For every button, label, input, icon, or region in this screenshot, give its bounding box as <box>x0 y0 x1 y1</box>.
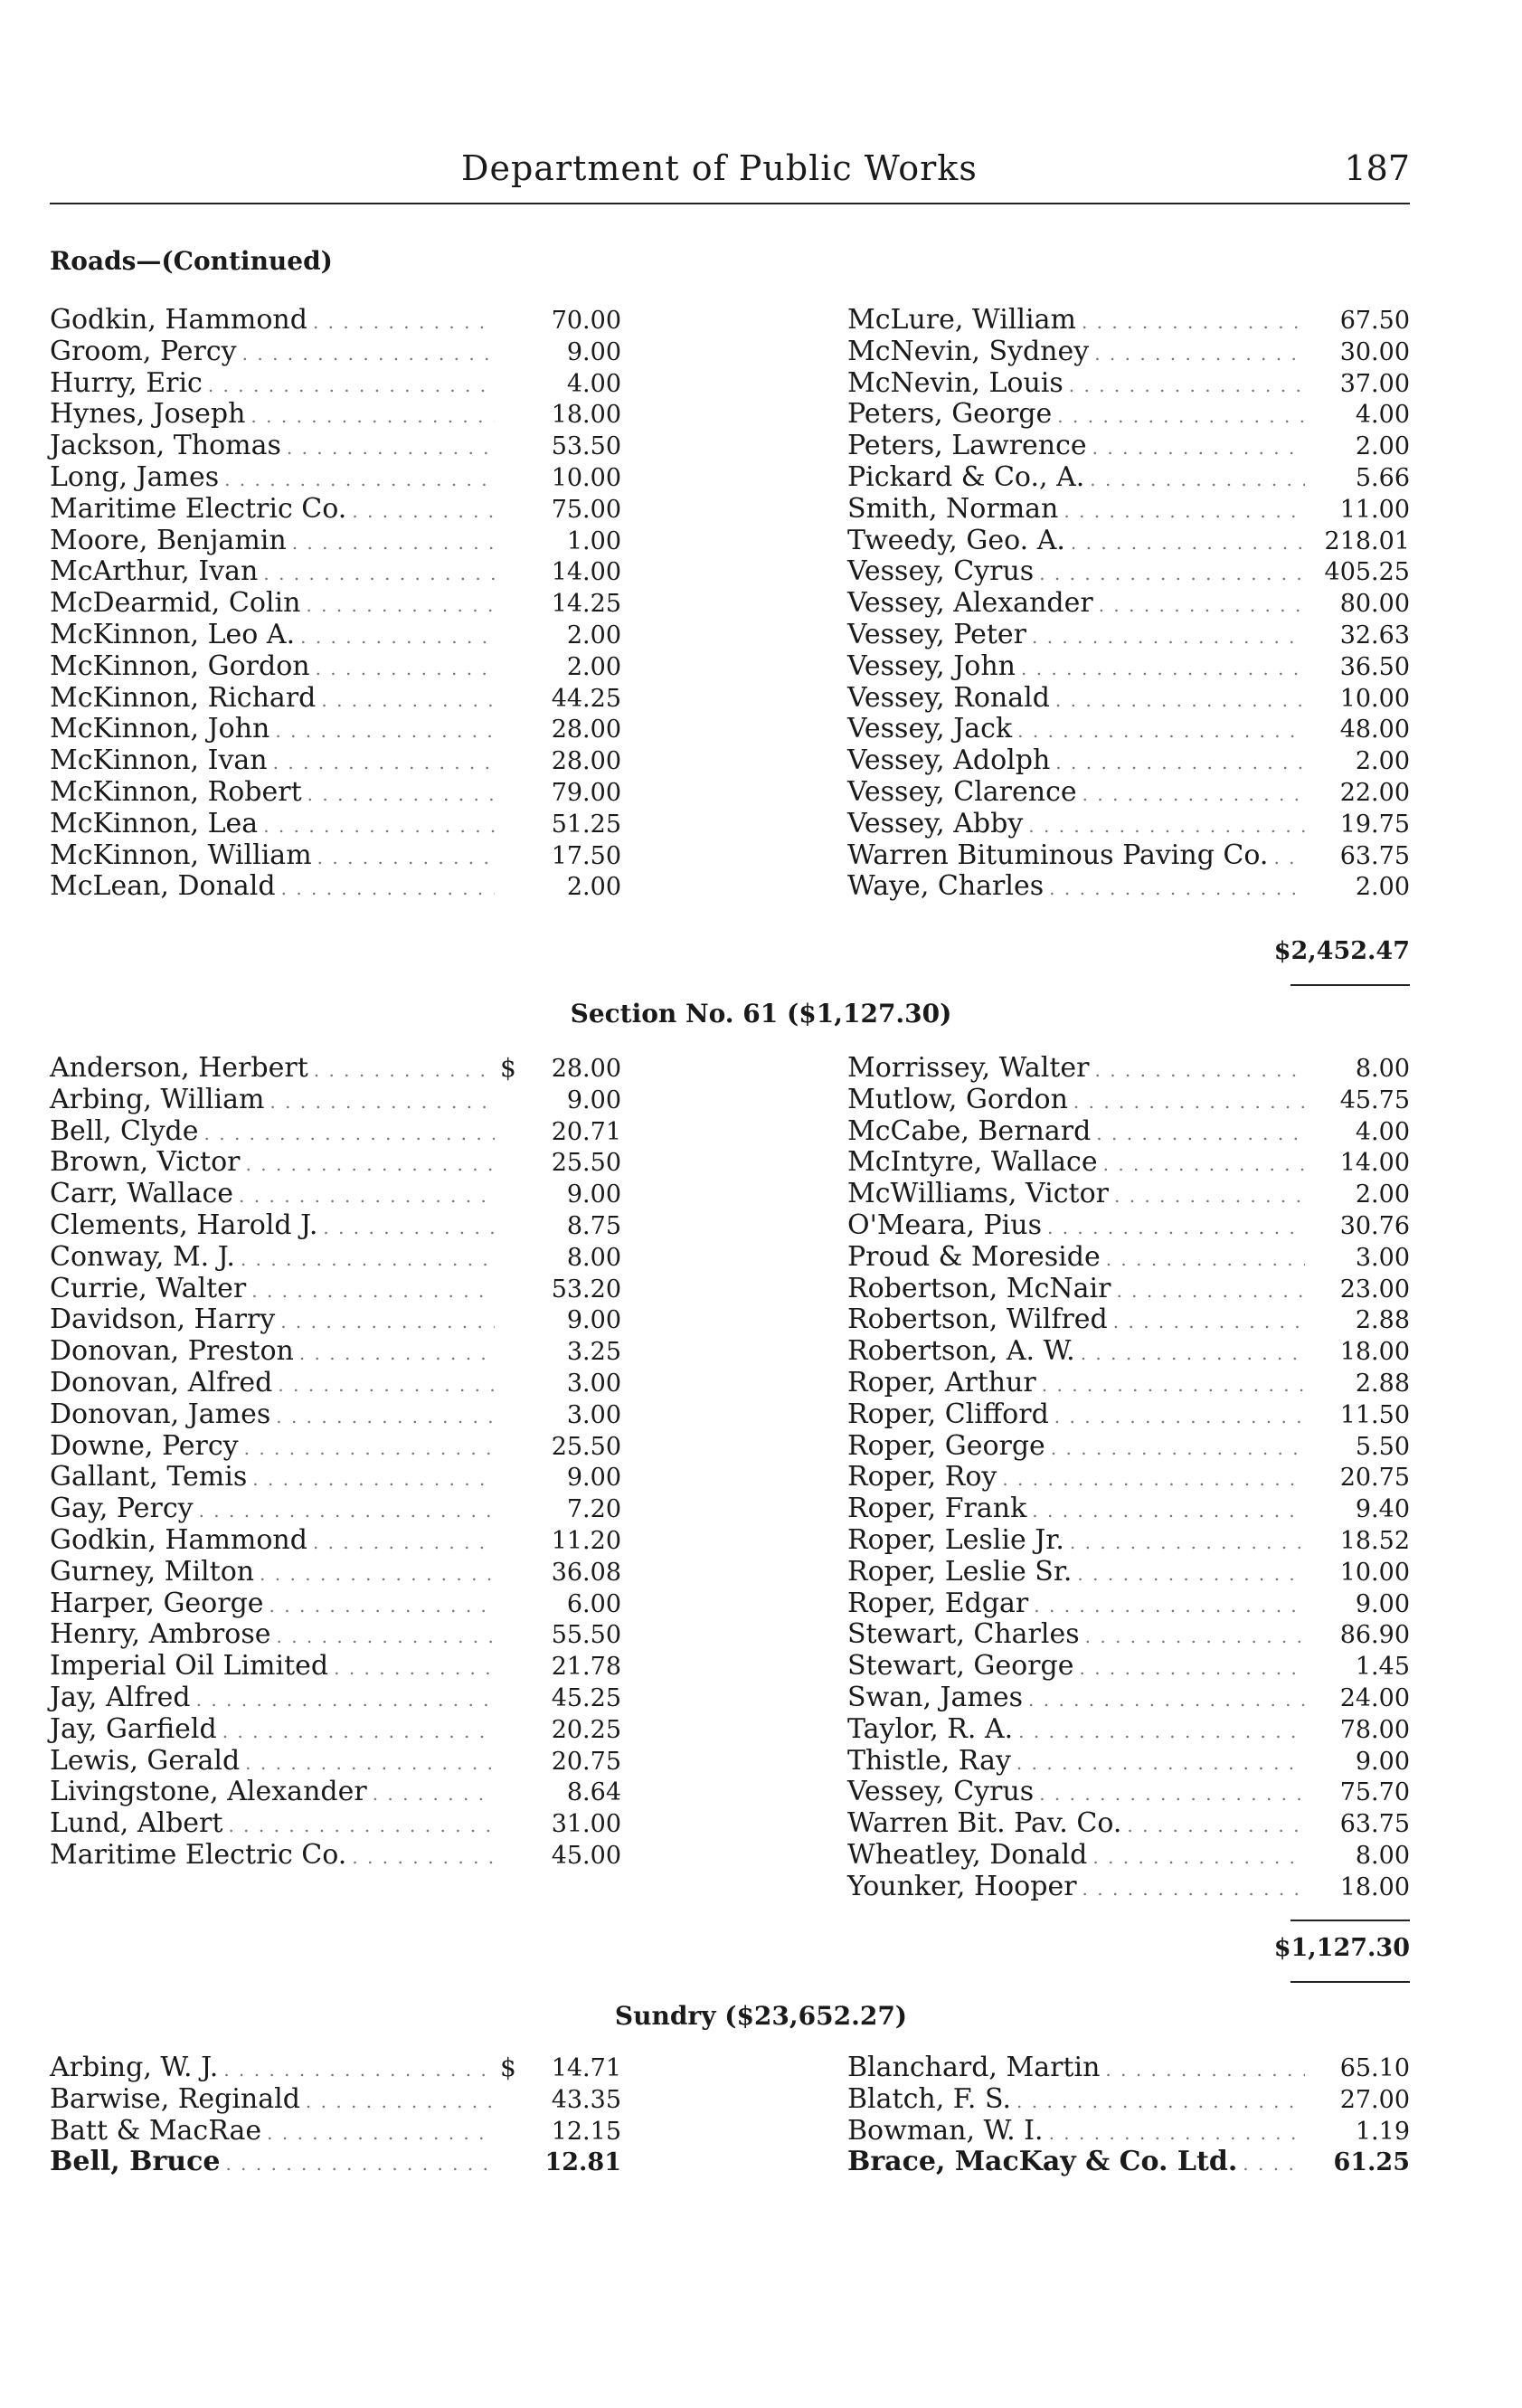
list-item: McKinnon, Gordon . . . 2.00 <box>50 650 621 682</box>
roads-heading: Roads—(Continued) <box>50 246 333 276</box>
section61-total-rule <box>1290 1981 1410 1983</box>
list-item: Robertson, Wilfred . . . 2.88 <box>847 1304 1410 1335</box>
sundry-right-list <box>847 2052 1410 2177</box>
list-item: Maritime Electric Co. . . . 75.00 <box>50 493 621 525</box>
list-item: Donovan, Preston . . . 3.25 <box>50 1335 621 1367</box>
list-item: Hurry, Eric . . . 4.00 <box>50 367 621 399</box>
list-item: Bowman, W. I. . . . 1.19 <box>847 2115 1410 2147</box>
list-item: Conway, M. J. . . . 8.00 <box>50 1241 621 1273</box>
list-item: Proud & Moreside . . . 3.00 <box>847 1241 1410 1273</box>
section61-total: $1,127.30 <box>1273 1934 1410 1962</box>
sundry-heading: Sundry ($23,652.27) <box>614 2001 908 2031</box>
list-item: Vessey, Jack . . . 48.00 <box>847 713 1410 744</box>
list-item: Vessey, Clarence . . . 22.00 <box>847 776 1410 808</box>
roads-total: $2,452.47 <box>1273 937 1410 965</box>
list-item: McIntyre, Wallace . . . 14.00 <box>847 1146 1410 1178</box>
roads-left-list <box>50 304 621 902</box>
list-item: McKinnon, Ivan . . . 28.00 <box>50 744 621 776</box>
list-item: Stewart, George . . . 1.45 <box>847 1650 1410 1682</box>
section61-right-list <box>847 1052 1410 1902</box>
list-item: McDearmid, Colin . . . 14.25 <box>50 587 621 619</box>
list-item: Anderson, Herbert . . . $ 28.00 <box>50 1052 621 1084</box>
list-item: Hynes, Joseph . . . 18.00 <box>50 398 621 430</box>
list-item: Wheatley, Donald . . . 8.00 <box>847 1839 1410 1871</box>
list-item: Batt & MacRae . . . 12.15 <box>50 2115 621 2147</box>
list-item: McNevin, Louis . . . 37.00 <box>847 367 1410 399</box>
list-item: Taylor, R. A. . . . 78.00 <box>847 1713 1410 1745</box>
header-rule <box>50 203 1410 204</box>
list-item: Vessey, Adolph . . . 2.00 <box>847 744 1410 776</box>
list-item: Donovan, James . . . 3.00 <box>50 1398 621 1430</box>
list-item: McLure, William . . . 67.50 <box>847 304 1410 336</box>
list-item: Stewart, Charles . . . 86.90 <box>847 1618 1410 1650</box>
list-item: Vessey, Ronald . . . 10.00 <box>847 682 1410 714</box>
list-item: Younker, Hooper . . . 18.00 <box>847 1871 1410 1902</box>
list-item: McKinnon, Robert . . . 79.00 <box>50 776 621 808</box>
list-item: Godkin, Hammond . . . 11.20 <box>50 1524 621 1556</box>
list-item: Davidson, Harry . . . 9.00 <box>50 1304 621 1335</box>
list-item: McCabe, Bernard . . . 4.00 <box>847 1115 1410 1147</box>
list-item: Downe, Percy . . . 25.50 <box>50 1430 621 1462</box>
list-item: Lund, Albert . . . 31.00 <box>50 1807 621 1839</box>
list-item: Roper, Leslie Jr. . . . 18.52 <box>847 1524 1410 1556</box>
page-title: Department of Public Works <box>461 148 978 188</box>
list-item: Jay, Alfred . . . 45.25 <box>50 1682 621 1713</box>
section61-left-list <box>50 1052 621 1871</box>
roads-right-list <box>847 304 1410 902</box>
list-item: Robertson, A. W. . . . 18.00 <box>847 1335 1410 1367</box>
list-item: Mutlow, Gordon . . . 45.75 <box>847 1084 1410 1115</box>
sundry-left-list <box>50 2052 621 2177</box>
section61-heading: Section No. 61 ($1,127.30) <box>570 999 952 1029</box>
list-item: Vessey, John . . . 36.50 <box>847 650 1410 682</box>
list-item: Vessey, Cyrus . . . 405.25 <box>847 555 1410 587</box>
list-item: Peters, Lawrence . . . 2.00 <box>847 430 1410 461</box>
list-item: Harper, George . . . 6.00 <box>50 1588 621 1619</box>
list-item: Roper, Leslie Sr. . . . 10.00 <box>847 1556 1410 1588</box>
page-number: 187 <box>1344 148 1410 188</box>
list-item: Roper, Roy . . . 20.75 <box>847 1461 1410 1493</box>
list-item: Thistle, Ray . . . 9.00 <box>847 1745 1410 1777</box>
list-item: Roper, George . . . 5.50 <box>847 1430 1410 1462</box>
list-item: Moore, Benjamin . . . 1.00 <box>50 525 621 556</box>
list-item: McKinnon, Lea . . . 51.25 <box>50 808 621 839</box>
list-item: Barwise, Reginald . . . 43.35 <box>50 2083 621 2115</box>
list-item: Roper, Frank . . . 9.40 <box>847 1493 1410 1524</box>
list-item: Robertson, McNair . . . 23.00 <box>847 1273 1410 1304</box>
list-item: Smith, Norman . . . 11.00 <box>847 493 1410 525</box>
list-item: Long, James . . . 10.00 <box>50 461 621 493</box>
list-item: McNevin, Sydney . . . 30.00 <box>847 336 1410 367</box>
list-item: Tweedy, Geo. A. . . . 218.01 <box>847 525 1410 556</box>
list-item: Gay, Percy . . . 7.20 <box>50 1493 621 1524</box>
list-item: Peters, George . . . 4.00 <box>847 398 1410 430</box>
list-item: McKinnon, Richard . . . 44.25 <box>50 682 621 714</box>
list-item: Arbing, William . . . 9.00 <box>50 1084 621 1115</box>
list-item: Maritime Electric Co. . . . 45.00 <box>50 1839 621 1871</box>
list-item: Bell, Bruce . . . 12.81 <box>50 2146 621 2177</box>
list-item: Morrissey, Walter . . . 8.00 <box>847 1052 1410 1084</box>
list-item: Brown, Victor . . . 25.50 <box>50 1146 621 1178</box>
list-item: Jackson, Thomas . . . 53.50 <box>50 430 621 461</box>
list-item: McKinnon, Leo A. . . . 2.00 <box>50 619 621 650</box>
list-item: Pickard & Co., A. . . . 5.66 <box>847 461 1410 493</box>
page-header <box>50 145 1410 201</box>
list-item: Gurney, Milton . . . 36.08 <box>50 1556 621 1588</box>
list-item: McKinnon, John . . . 28.00 <box>50 713 621 744</box>
list-item: Imperial Oil Limited . . . 21.78 <box>50 1650 621 1682</box>
list-item: Vessey, Abby . . . 19.75 <box>847 808 1410 839</box>
list-item: Roper, Arthur . . . 2.88 <box>847 1367 1410 1398</box>
list-item: Roper, Edgar . . . 9.00 <box>847 1588 1410 1619</box>
list-item: Groom, Percy . . . 9.00 <box>50 336 621 367</box>
list-item: Waye, Charles . . . 2.00 <box>847 870 1410 902</box>
list-item: Swan, James . . . 24.00 <box>847 1682 1410 1713</box>
list-item: Donovan, Alfred . . . 3.00 <box>50 1367 621 1398</box>
list-item: Vessey, Cyrus . . . 75.70 <box>847 1776 1410 1807</box>
list-item: Bell, Clyde . . . 20.71 <box>50 1115 621 1147</box>
list-item: Lewis, Gerald . . . 20.75 <box>50 1745 621 1777</box>
list-item: Henry, Ambrose . . . 55.50 <box>50 1618 621 1650</box>
roads-total-rule <box>1290 984 1410 986</box>
list-item: Blatch, F. S. . . . 27.00 <box>847 2083 1410 2115</box>
list-item: McArthur, Ivan . . . 14.00 <box>50 555 621 587</box>
list-item: Arbing, W. J. . . . $ 14.71 <box>50 2052 621 2083</box>
list-item: O'Meara, Pius . . . 30.76 <box>847 1209 1410 1241</box>
list-item: McKinnon, William . . . 17.50 <box>50 839 621 871</box>
list-item: Currie, Walter . . . 53.20 <box>50 1273 621 1304</box>
list-item: Godkin, Hammond . . . 70.00 <box>50 304 621 336</box>
list-item: Jay, Garfield . . . 20.25 <box>50 1713 621 1745</box>
list-item: Warren Bituminous Paving Co. . . . 63.75 <box>847 839 1410 871</box>
list-item: McWilliams, Victor . . . 2.00 <box>847 1178 1410 1209</box>
list-item: Clements, Harold J. . . . 8.75 <box>50 1209 621 1241</box>
list-item: McLean, Donald . . . 2.00 <box>50 870 621 902</box>
list-item: Roper, Clifford . . . 11.50 <box>847 1398 1410 1430</box>
list-item: Brace, MacKay & Co. Ltd. . . . 61.25 <box>847 2146 1410 2177</box>
list-item: Warren Bit. Pav. Co. . . . 63.75 <box>847 1807 1410 1839</box>
section61-subtotal-rule <box>1290 1920 1410 1921</box>
list-item: Gallant, Temis . . . 9.00 <box>50 1461 621 1493</box>
list-item: Blanchard, Martin . . . 65.10 <box>847 2052 1410 2083</box>
list-item: Vessey, Alexander . . . 80.00 <box>847 587 1410 619</box>
list-item: Carr, Wallace . . . 9.00 <box>50 1178 621 1209</box>
list-item: Livingstone, Alexander . . . 8.64 <box>50 1776 621 1807</box>
list-item: Vessey, Peter . . . 32.63 <box>847 619 1410 650</box>
